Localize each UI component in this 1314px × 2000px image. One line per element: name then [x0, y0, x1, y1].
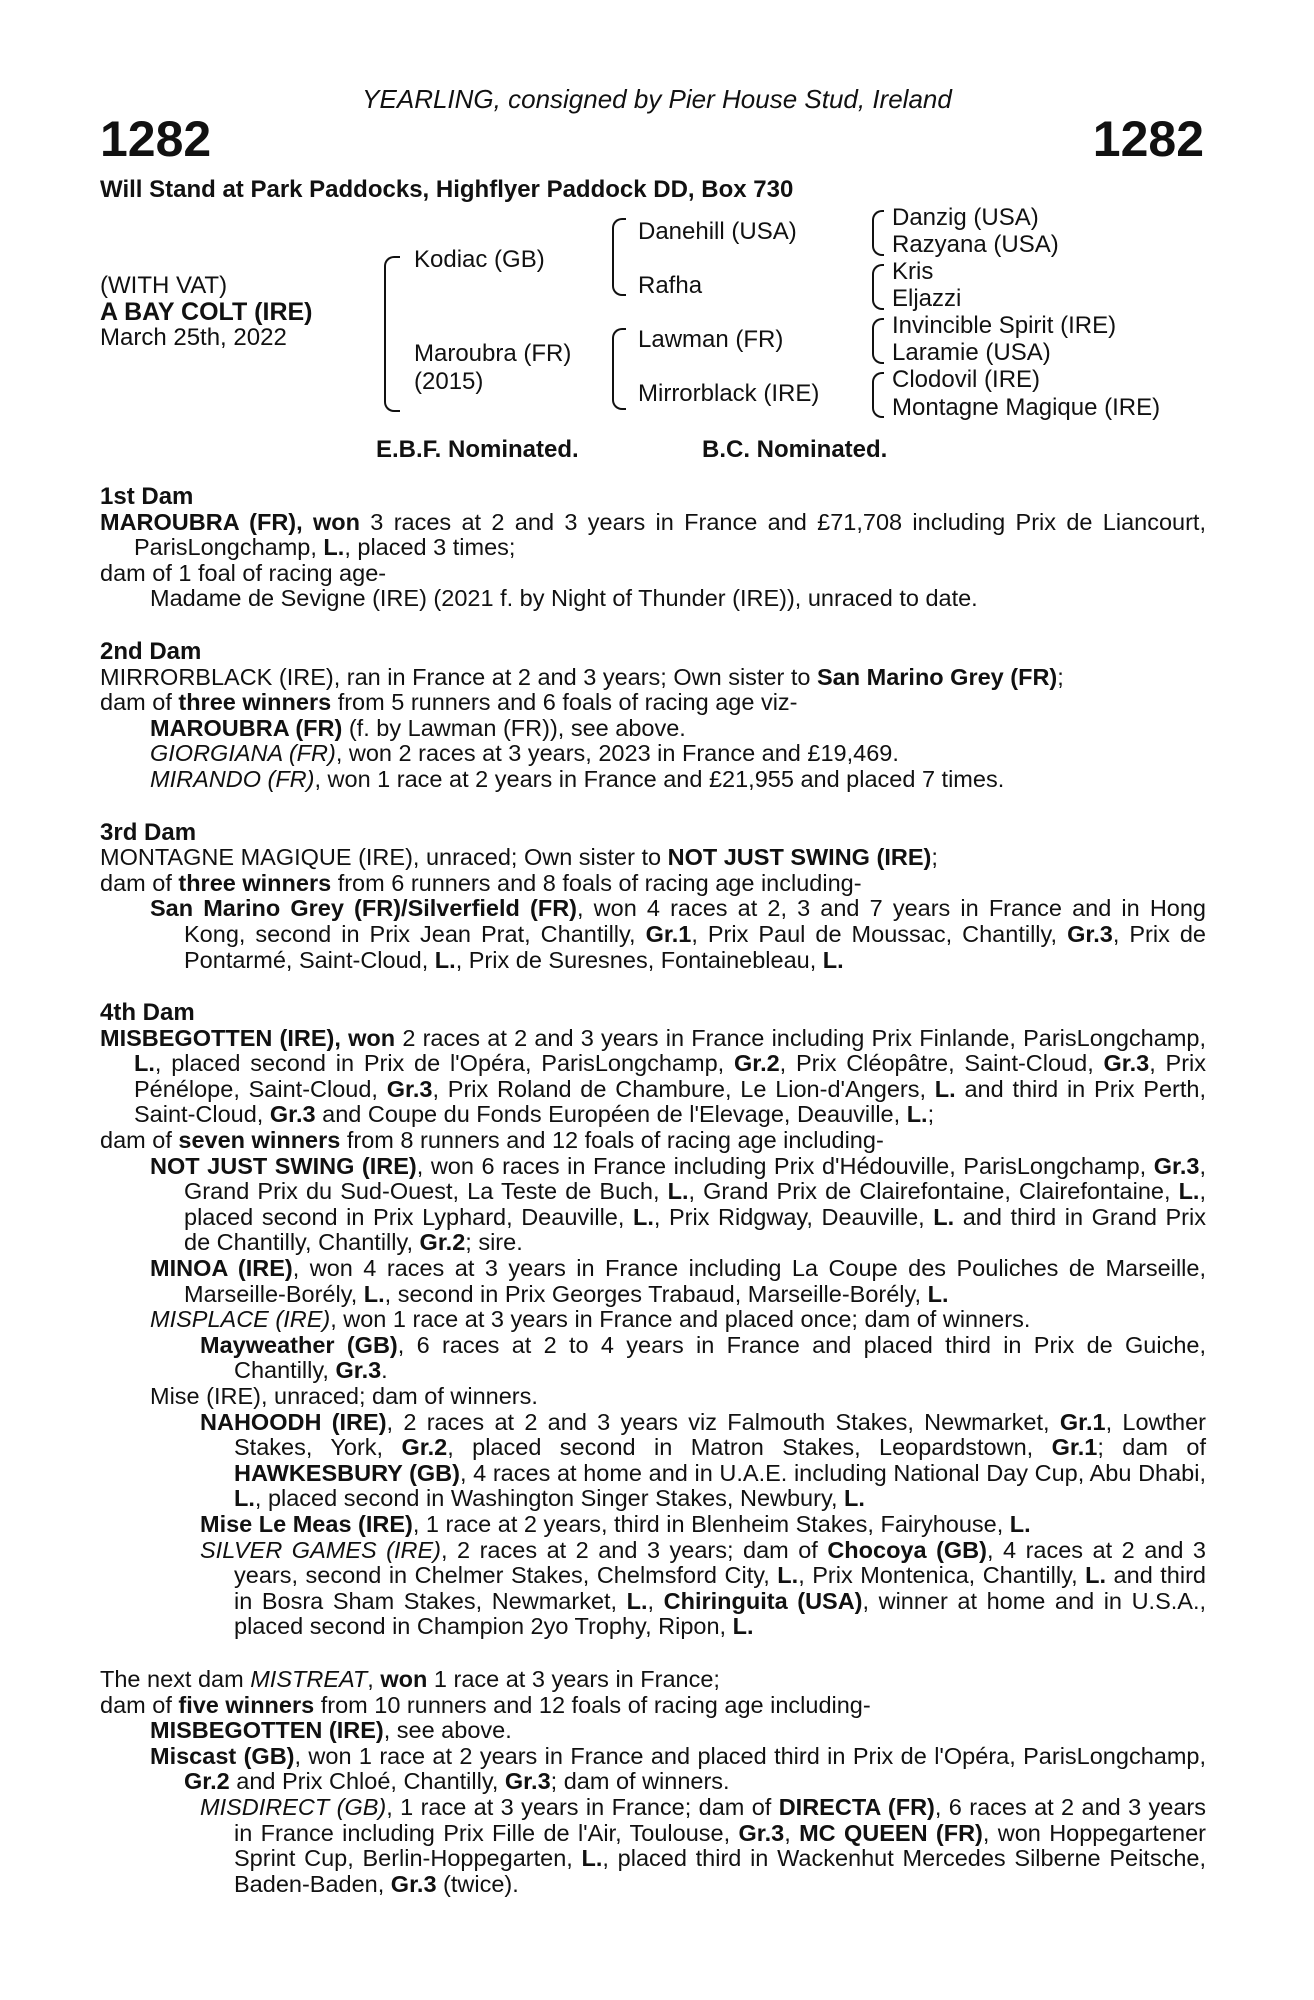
- foal-entry: MISBEGOTTEN (IRE), see above.: [150, 1717, 512, 1744]
- produce-record: [100, 484, 1206, 1924]
- foal-entry: SILVER GAMES (IRE), 2 races at 2 and 3 years; dam of Chocoya (GB), 4 races at 2 and 3 years, second in Chelmer Stakes, Chelmsford City, L., Prix Montenica, Chantilly, L. and third in Bosra Sham Stakes, Newmarket, L., Chiringuita (USA), winner at home and in U.S.A., placed second in Champion 2yo Trophy, Ripon, L.: [200, 1536, 1207, 1640]
- foal-entry: Mise (IRE), unraced; dam of winners.: [150, 1383, 538, 1409]
- dam-produce-summary: dam of seven winners from 8 runners and 12 foals of racing age including-: [100, 1127, 884, 1154]
- sd-brace: [872, 264, 884, 310]
- foal-entry: Mise Le Meas (IRE), 1 race at 2 years, third in Blenheim Stakes, Fairyhouse, L.: [200, 1510, 1031, 1537]
- foal-entry: San Marino Grey (FR)/Silverfield (FR), won 4 races at 2, 3 and 7 years in France and in Hong Kong, second in Prix Jean Prat, Chantilly, Gr.1, Prix Paul de Moussac, Chantilly, Gr.3, Prix de Pontarmé, Saint-Cloud, L., Prix de Suresnes, Fontainebleau, L.: [150, 895, 1206, 973]
- vat-note: (WITH VAT): [100, 272, 228, 299]
- second-dam-section: [100, 639, 1206, 793]
- sire-sire: Danehill (USA): [638, 218, 797, 245]
- dam-produce-summary: dam of 1 foal of racing age-: [100, 559, 387, 586]
- section-heading: 3rd Dam: [100, 818, 197, 846]
- sire-dam-dam: Eljazzi: [892, 285, 962, 312]
- dam-entry: The next dam MISTREAT, won 1 race at 3 years in France;: [100, 1665, 720, 1692]
- dam-entry: MAROUBRA (FR), won 3 races at 2 and 3 years in France and £71,708 including Prix de Liancourt, ParisLongchamp, L., placed 3 times;: [100, 508, 1206, 561]
- foaling-date: March 25th, 2022: [100, 324, 287, 351]
- dam-entry: MISBEGOTTEN (IRE), won 2 races at 2 and 3 years in France including Prix Finlande, ParisLongchamp, L., placed second in Prix de l'Opéra, ParisLongchamp, Gr.2, Prix Cléopâtre, Saint-Cloud, Gr.3, Prix Pénélope, Saint-Cloud, Gr.3, Prix Roland de Chambure, Le Lion-d'Angers, L. and third in Prix Perth, Saint-Cloud, Gr.3 and Coupe du Fonds Européen de l'Elevage, Deauville, L.;: [100, 1024, 1207, 1128]
- horse-name: A BAY COLT (IRE): [100, 298, 313, 326]
- sire-dam-sire: Kris: [892, 258, 934, 285]
- foal-entry: MIRANDO (FR), won 1 race at 2 years in France and £21,955 and placed 7 times.: [150, 765, 1005, 792]
- section-heading: 2nd Dam: [100, 637, 202, 665]
- dam: Maroubra (FR): [414, 340, 572, 367]
- dam-year: (2015): [414, 368, 484, 395]
- sire-brace: [612, 218, 626, 296]
- sire-sire-sire: Danzig (USA): [892, 204, 1039, 231]
- dam-entry: MIRRORBLACK (IRE), ran in France at 2 and 3 years; Own sister to San Marino Grey (FR);: [100, 663, 1064, 690]
- dam-sire: Lawman (FR): [638, 326, 784, 353]
- sire-sire-dam: Razyana (USA): [892, 231, 1059, 258]
- foal-entry: MAROUBRA (FR) (f. by Lawman (FR)), see above.: [150, 714, 686, 741]
- first-dam-section: [100, 484, 1206, 612]
- foal-entry: MISDIRECT (GB), 1 race at 3 years in France; dam of DIRECTA (FR), 6 races at 2 and 3 years in France including Prix Fille de l'Air, Toulouse, Gr.3, MC QUEEN (FR), won Hoppegartener Sprint Cup, Berlin-Hoppegarten, L., placed third in Wackenhut Mercedes Silberne Peitsche, Baden-Baden, Gr.3 (twice).: [200, 1793, 1206, 1897]
- dam-produce-summary: dam of three winners from 5 runners and 6 foals of racing age viz-: [100, 689, 798, 716]
- dam-brace: [612, 328, 626, 410]
- foal-entry: MINOA (IRE), won 4 races at 3 years in France including La Coupe des Pouliches de Marseille, Marseille-Borély, L., second in Prix Georges Trabaud, Marseille-Borély, L.: [150, 1255, 1207, 1307]
- dam-produce-summary: dam of three winners from 6 runners and 8 foals of racing age including-: [100, 869, 862, 896]
- stand-location: Will Stand at Park Paddocks, Highflyer Paddock DD, Box 730: [100, 176, 794, 203]
- ds-brace: [872, 318, 884, 364]
- section-heading: 1st Dam: [100, 483, 194, 510]
- sire: Kodiac (GB): [414, 246, 545, 273]
- lot-number-right: 1282: [1092, 111, 1204, 167]
- dam-sire-dam: Laramie (USA): [892, 339, 1051, 366]
- foal-entry: Mayweather (GB), 6 races at 2 to 4 years in France and placed third in Prix de Guiche, Chantilly, Gr.3.: [200, 1331, 1206, 1384]
- dam-dam: Mirrorblack (IRE): [638, 380, 820, 407]
- foal-entry: Miscast (GB), won 1 race at 2 years in France and placed third in Prix de l'Opéra, ParisLongchamp, Gr.2 and Prix Chloé, Chantilly, Gr.3; dam of winners.: [150, 1742, 1207, 1795]
- foal-entry: MISPLACE (IRE), won 1 race at 3 years in France and placed once; dam of winners.: [150, 1306, 1031, 1333]
- dam-dam-dam: Montagne Magique (IRE): [892, 394, 1161, 421]
- bc-nomination: B.C. Nominated.: [702, 436, 888, 463]
- ss-brace: [872, 210, 884, 256]
- dd-brace: [872, 372, 884, 418]
- consignor-line: YEARLING, consigned by Pier House Stud, Ireland: [362, 84, 952, 114]
- dam-entry: MONTAGNE MAGIQUE (IRE), unraced; Own sister to NOT JUST SWING (IRE);: [100, 844, 938, 871]
- pedigree-brace: [384, 256, 400, 412]
- dam-dam-sire: Clodovil (IRE): [892, 366, 1041, 393]
- dam-sire-sire: Invincible Spirit (IRE): [892, 312, 1117, 339]
- fourth-dam-section: [100, 1000, 1206, 1640]
- foal-entry: NAHOODH (IRE), 2 races at 2 and 3 years viz Falmouth Stakes, Newmarket, Gr.1, Lowther Stakes, York, Gr.2, placed second in Matron Stakes, Leopardstown, Gr.1; dam of HAWKESBURY (GB), 4 races at home and in U.A.E. including National Day Cup, Abu Dhabi, L., placed second in Washington Singer Stakes, Newbury, L.: [200, 1408, 1206, 1512]
- foal-entry: Madame de Sevigne (IRE) (2021 f. by Night of Thunder (IRE)), unraced to date.: [150, 585, 978, 612]
- lot-number-left: 1282: [100, 111, 212, 167]
- next-dam-section: [100, 1667, 1206, 1897]
- foal-entry: NOT JUST SWING (IRE), won 6 races in France including Prix d'Hédouville, ParisLongchamp, Gr.3, Grand Prix du Sud-Ouest, La Teste de Buch, L., Grand Prix de Clairefontaine, Clairefontaine, L., placed second in Prix Lyphard, Deauville, L., Prix Ridgway, Deauville, L. and third in Grand Prix de Chantilly, Chantilly, Gr.2; sire.: [150, 1152, 1206, 1256]
- dam-produce-summary: dam of five winners from 10 runners and 12 foals of racing age including-: [100, 1691, 871, 1718]
- sire-dam: Rafha: [638, 272, 703, 299]
- section-heading: 4th Dam: [100, 999, 195, 1027]
- third-dam-section: [100, 820, 1206, 974]
- ebf-nomination: E.B.F. Nominated.: [376, 436, 579, 463]
- foal-entry: GIORGIANA (FR), won 2 races at 3 years, 2023 in France and £19,469.: [150, 740, 899, 767]
